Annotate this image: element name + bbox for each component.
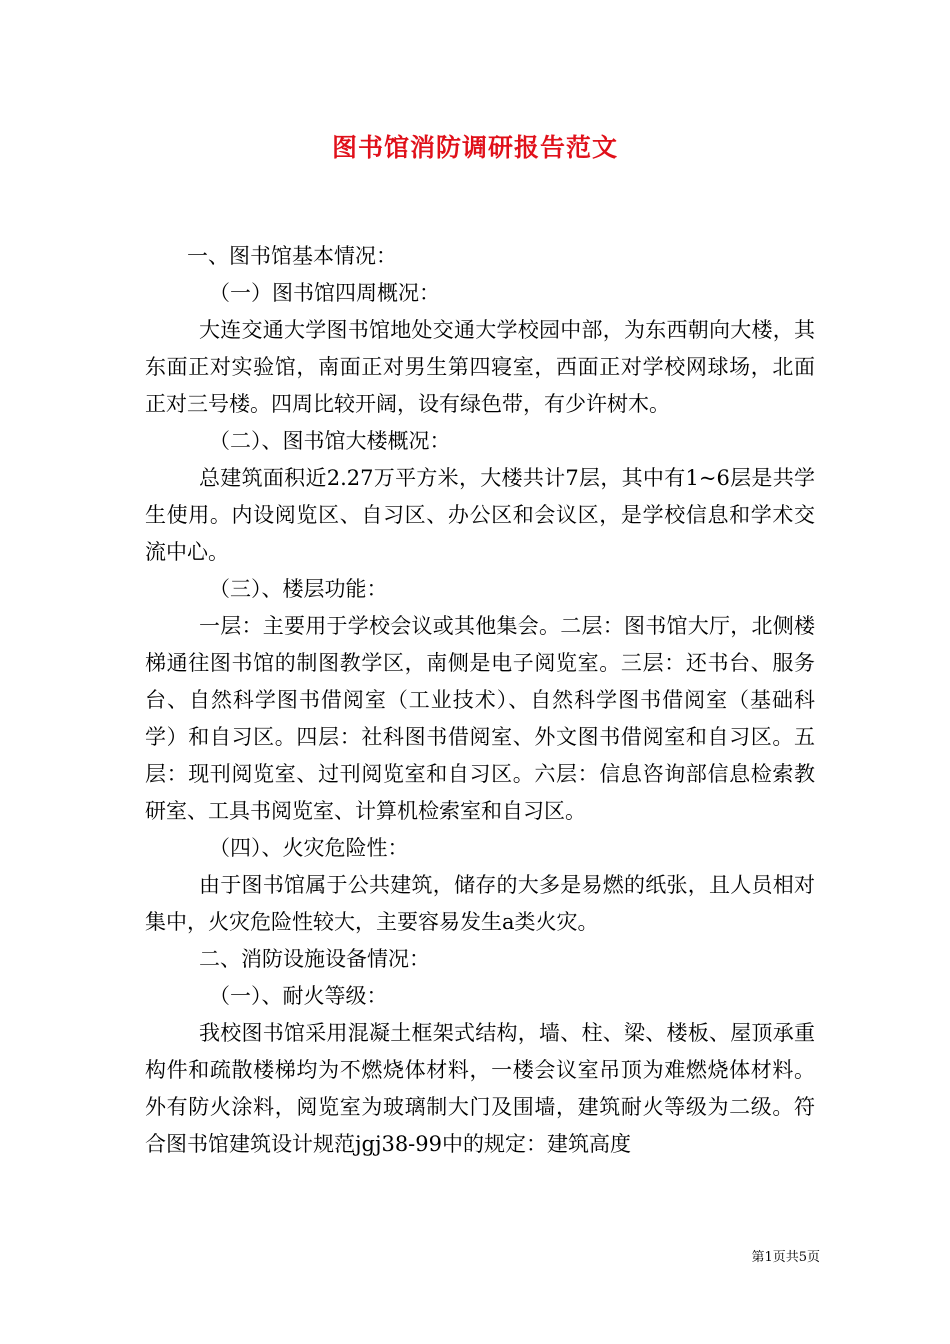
document-body bbox=[145, 238, 815, 1163]
section-heading: 一、图书馆基本情况： bbox=[187, 244, 397, 268]
subsection-heading: （三）、楼层功能： bbox=[209, 577, 388, 601]
subsection-heading: （一）图书馆四周概况： bbox=[209, 281, 440, 305]
body-paragraph: 大连交通大学图书馆地处交通大学校园中部，为东西朝向大楼，其东面正对实验馆，南面正对男生第四寝室，西面正对学校网球场，北面正对三号楼。四周比较开阔，设有绿色带，有少许树木。 bbox=[145, 318, 815, 416]
subsection-heading: （一）、耐火等级： bbox=[209, 984, 388, 1008]
body-paragraph: 一层：主要用于学校会议或其他集会。二层：图书馆大厅，北侧楼梯通往图书馆的制图教学区，南侧是电子阅览室。三层：还书台、服务台、自然科学图书借阅室（工业技术）、自然科学图书借阅室（基础科学）和自习区。四层：社科图书借阅室、外文图书借阅室和自习区。五层：现刊阅览室、过刊阅览室和自习区。六层：信息咨询部信息检索教研室、工具书阅览室、计算机检索室和自习区。 bbox=[145, 614, 815, 823]
subsection-heading: （四）、火灾危险性： bbox=[209, 836, 409, 860]
body-paragraph: 总建筑面积近2.27万平方米，大楼共计7层，其中有1~6层是共学生使用。内设阅览区、自习区、办公区和会议区，是学校信息和学术交流中心。 bbox=[145, 466, 815, 564]
page-number: 第1页共5页 bbox=[751, 1250, 820, 1265]
subsection-heading: （二）、图书馆大楼概况： bbox=[209, 429, 451, 453]
body-paragraph: 由于图书馆属于公共建筑，储存的大多是易燃的纸张，且人员相对集中，火灾危险性较大，主要容易发生a类火灾。 bbox=[145, 873, 815, 934]
body-paragraph: 我校图书馆采用混凝土框架式结构，墙、柱、梁、楼板、屋顶承重构件和疏散楼梯均为不燃烧体材料，一楼会议室吊顶为难燃烧体材料。外有防火涂料，阅览室为玻璃制大门及围墙，建筑耐火等级为二级。符合图书馆建筑设计规范jgj38-99中的规定：建筑高度 bbox=[145, 1021, 815, 1156]
section-heading: 二、消防设施设备情况： bbox=[199, 947, 430, 971]
document-title: 图书馆消防调研报告范文 bbox=[331, 133, 618, 162]
